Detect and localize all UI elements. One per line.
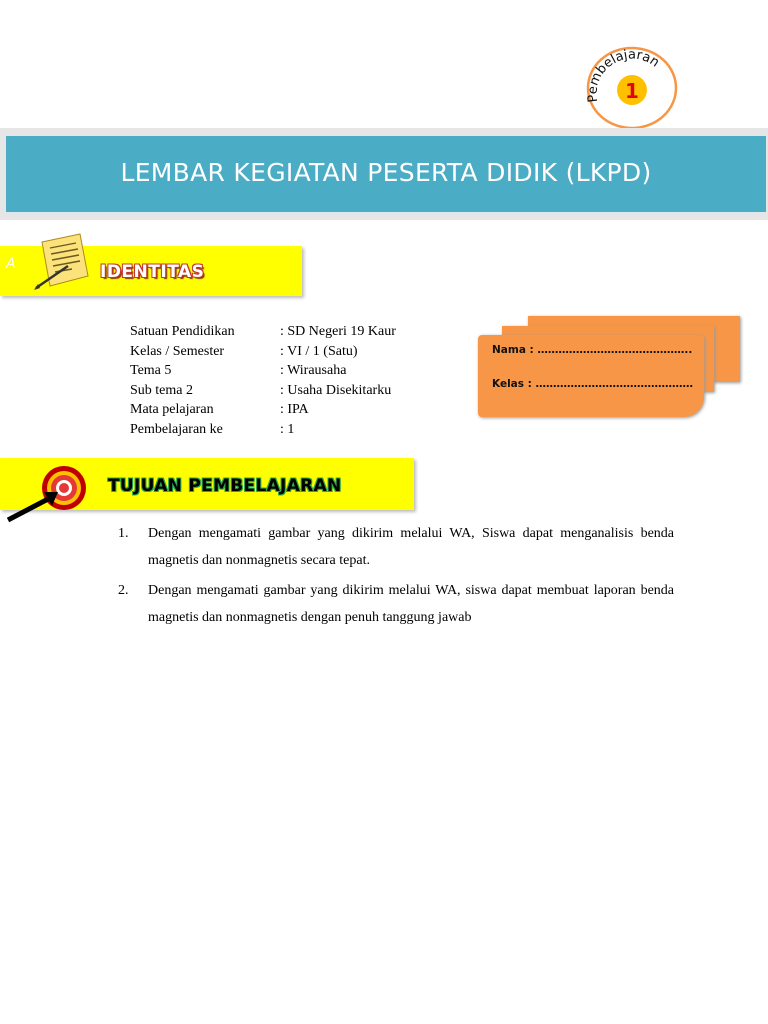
identity-value: : Wirausaha xyxy=(280,363,347,378)
objectives-list xyxy=(118,520,674,634)
section-letter: A xyxy=(6,256,16,272)
item-number: 2. xyxy=(118,583,129,598)
identity-value: : VI / 1 (Satu) xyxy=(280,343,358,359)
list-item xyxy=(118,520,674,574)
page-title: LEMBAR KEGIATAN PESERTA DIDIK (LKPD) xyxy=(120,158,652,187)
item-text: Dengan mengamati gambar yang dikirim melalui WA, Siswa dapat menganalisis benda magnetis dan nonmagnetis secara tepat. xyxy=(148,526,674,568)
identity-value: : Usaha Disekitarku xyxy=(280,382,392,398)
identity-row xyxy=(130,361,396,381)
identity-key: Mata pelajaran xyxy=(130,402,214,417)
nama-field[interactable]: Nama : …………………………………….. xyxy=(492,344,693,356)
identity-key: Tema 5 xyxy=(130,363,172,378)
identity-row xyxy=(130,322,396,342)
identity-key: Kelas / Semester xyxy=(130,343,225,359)
identitas-label: IDENTITAS xyxy=(100,262,205,282)
identity-row xyxy=(130,420,396,440)
student-card xyxy=(478,335,704,417)
list-item xyxy=(118,577,674,631)
identity-value: : SD Negeri 19 Kaur xyxy=(280,324,396,339)
kelas-field[interactable]: Kelas : ……………………………………… xyxy=(492,378,694,390)
badge-number: 1 xyxy=(625,79,639,103)
badge-arc-text: Pembelajaran xyxy=(585,47,662,104)
item-text: Dengan mengamati gambar yang dikirim melalui WA, siswa dapat membuat laporan benda magnetis dan nonmagnetis dengan penuh tanggung jawab xyxy=(148,583,674,625)
identity-key: Pembelajaran ke xyxy=(130,421,223,437)
identity-key: Sub tema 2 xyxy=(130,382,193,398)
identity-row xyxy=(130,342,396,362)
target-arrow-icon xyxy=(4,458,94,524)
identity-value: : 1 xyxy=(280,421,295,437)
title-banner xyxy=(6,136,766,215)
pembelajaran-badge xyxy=(584,44,680,130)
document-pen-icon xyxy=(28,230,98,298)
identity-key: Satuan Pendidikan xyxy=(130,324,235,339)
item-number: 1. xyxy=(118,526,129,541)
identity-value: : IPA xyxy=(280,402,309,417)
identity-row xyxy=(130,400,396,420)
identity-row xyxy=(130,381,396,401)
identity-table xyxy=(130,322,396,439)
tujuan-label: TUJUAN PEMBELAJARAN xyxy=(108,476,342,496)
